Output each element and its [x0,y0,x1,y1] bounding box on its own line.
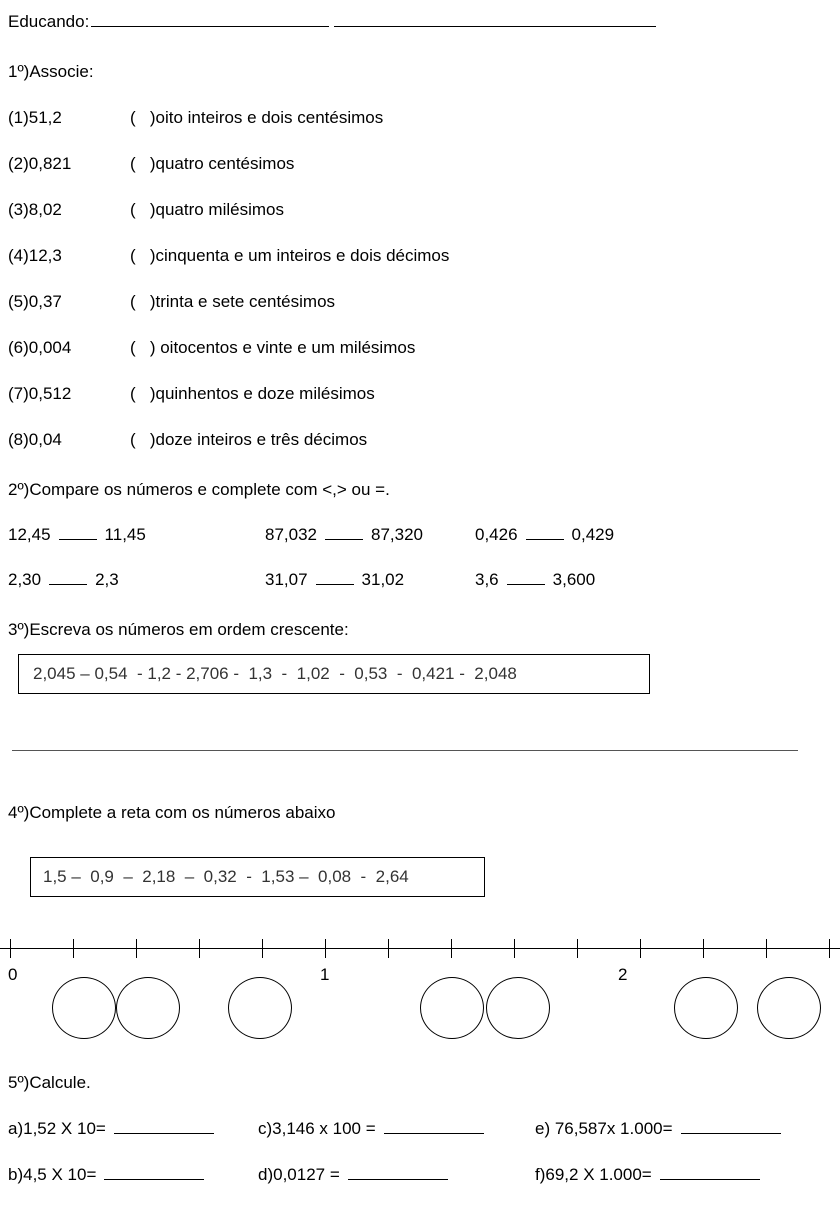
q2-right-value: 11,45 [104,525,146,544]
tick [451,939,452,958]
tick [10,939,11,958]
q2-right-value: 2,3 [95,570,119,589]
q1-number: (8)0,04 [8,430,62,449]
compare-blank [316,570,354,585]
q2-title: 2º)Compare os números e complete com <,> ou =. [8,480,390,499]
name-blank-2 [334,12,656,27]
answer-blank [114,1119,214,1134]
q1-answer-slot: ( ) [130,200,156,219]
answer-circle [116,977,180,1039]
number-line-axis [0,948,840,949]
q2-compare-pair [8,525,265,545]
q5-label: a)1,52 X 10= [8,1119,106,1138]
q1-number: (5)0,37 [8,292,62,311]
tick [640,939,641,958]
q3-numbers-box: 2,045 – 0,54 - 1,2 - 2,706 - 1,3 - 1,02 - 0,53 - 0,421 - 2,048 [18,654,650,694]
q2-right-value: 3,600 [552,570,596,589]
q2-right-value: 87,320 [371,525,423,544]
answer-circle [420,977,484,1039]
compare-blank [49,570,87,585]
q5-item-b [8,1165,258,1185]
answer-blank [681,1119,781,1134]
q1-item-4 [8,246,832,266]
q2-compare-pair [265,525,475,545]
q5-item-f [535,1165,832,1185]
q1-item-7 [8,384,832,404]
q5-title: 5º)Calcule. [8,1073,91,1092]
q1-text: quinhentos e doze milésimos [155,384,375,403]
q2-row-1 [8,525,832,545]
axis-label-1: 1 [320,965,330,984]
q2-compare-pair [8,570,265,590]
tick [73,939,74,958]
compare-blank [325,525,363,540]
compare-blank [507,570,545,585]
q2-right-value: 0,429 [571,525,615,544]
q1-text: oitocentos e vinte e um milésimos [160,338,416,357]
educando-label: Educando: [8,12,90,31]
answer-blank [348,1165,448,1180]
q1-item-6 [8,338,832,358]
q2-left-value: 0,426 [475,525,518,544]
q1-item-2 [8,154,832,174]
q1-number: (2)0,821 [8,154,72,173]
q1-answer-slot: ( ) [130,338,161,357]
number-line [0,937,840,1053]
answer-blank [384,1119,484,1134]
q2-left-value: 12,45 [8,525,51,544]
q5-label: f)69,2 X 1.000= [535,1165,652,1184]
q1-number: (6)0,004 [8,338,72,357]
tick [388,939,389,958]
q5-label: b)4,5 X 10= [8,1165,97,1184]
q1-answer-slot: ( ) [130,430,156,449]
compare-blank [59,525,97,540]
q1-answer-slot: ( ) [130,384,156,403]
q4-numbers-box: 1,5 – 0,9 – 2,18 – 0,32 - 1,53 – 0,08 - 2,64 [30,857,485,897]
tick [766,939,767,958]
tick [514,939,515,958]
tick [199,939,200,958]
q5-item-d [258,1165,535,1185]
tick [829,939,830,958]
q1-text: oito inteiros e dois centésimos [155,108,384,127]
q2-left-value: 3,6 [475,570,499,589]
q1-text: quatro centésimos [155,154,295,173]
axis-label-0: 0 [8,965,18,984]
answer-circle [486,977,550,1039]
q1-number: (1)51,2 [8,108,62,127]
q1-answer-slot: ( ) [130,292,156,311]
q5-label: d)0,0127 = [258,1165,340,1184]
answer-line [12,750,798,751]
q2-right-value: 31,02 [361,570,405,589]
q2-left-value: 87,032 [265,525,317,544]
q1-number: (4)12,3 [8,246,62,265]
student-name-line [8,8,832,32]
q5-row-1 [8,1119,832,1139]
q2-left-value: 2,30 [8,570,42,589]
q5-item-c [258,1119,535,1139]
q5-item-a [8,1119,258,1139]
tick [136,939,137,958]
q1-title: 1º)Associe: [8,62,94,81]
q1-answer-slot: ( ) [130,108,156,127]
q2-compare-pair [475,570,832,590]
q5-label: c)3,146 x 100 = [258,1119,376,1138]
answer-blank [660,1165,760,1180]
tick [325,939,326,958]
q1-text: quatro milésimos [155,200,284,219]
compare-blank [526,525,564,540]
q2-compare-pair [265,570,475,590]
q1-text: doze inteiros e três décimos [155,430,368,449]
q1-text: trinta e sete centésimos [155,292,336,311]
q2-left-value: 31,07 [265,570,308,589]
q2-compare-pair [475,525,832,545]
answer-circle [52,977,116,1039]
tick [703,939,704,958]
q1-number: (7)0,512 [8,384,72,403]
tick [262,939,263,958]
q4-title: 4º)Complete a reta com os números abaixo [8,803,336,822]
q1-number: (3)8,02 [8,200,62,219]
q5-label: e) 76,587x 1.000= [535,1119,673,1138]
q3-title: 3º)Escreva os números em ordem crescente: [8,620,349,639]
name-blank-1 [91,12,329,27]
q1-item-5 [8,292,832,312]
q5-item-e [535,1119,832,1139]
q1-item-3 [8,200,832,220]
axis-label-2: 2 [618,965,628,984]
q2-row-2 [8,570,832,590]
answer-circle [228,977,292,1039]
q1-item-8 [8,430,832,450]
q1-text: cinquenta e um inteiros e dois décimos [155,246,450,265]
tick [577,939,578,958]
q1-item-1 [8,108,832,128]
answer-circle [674,977,738,1039]
q5-row-2 [8,1165,832,1185]
answer-blank [104,1165,204,1180]
answer-circle [757,977,821,1039]
q1-answer-slot: ( ) [130,154,156,173]
q1-answer-slot: ( ) [130,246,156,265]
